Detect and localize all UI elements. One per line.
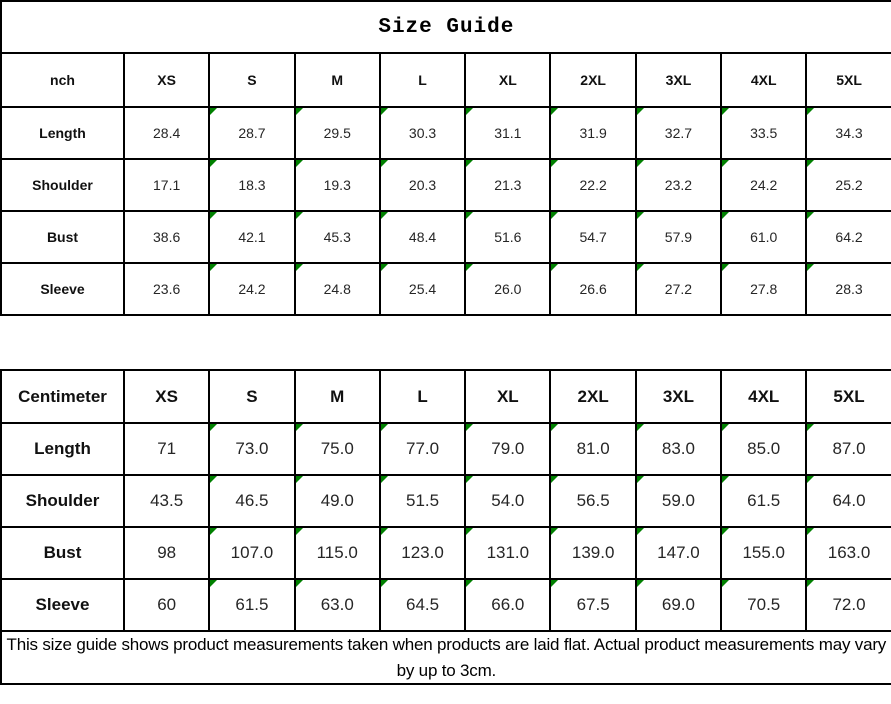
value-cell: 42.1 bbox=[209, 211, 294, 263]
size-header-cell-3xl: 3XL bbox=[636, 53, 721, 107]
size-header-cell-l: L bbox=[380, 370, 465, 423]
size-header-cell-xs: XS bbox=[124, 53, 209, 107]
value-cell: 66.0 bbox=[465, 579, 550, 631]
row-label: Length bbox=[1, 107, 124, 159]
value-cell: 21.3 bbox=[465, 159, 550, 211]
value-cell: 48.4 bbox=[380, 211, 465, 263]
value-cell: 23.2 bbox=[636, 159, 721, 211]
value-cell: 61.5 bbox=[209, 579, 294, 631]
value-cell: 59.0 bbox=[636, 475, 721, 527]
value-cell: 32.7 bbox=[636, 107, 721, 159]
measurement-row-shoulder bbox=[1, 159, 891, 211]
value-cell: 24.2 bbox=[209, 263, 294, 315]
value-cell: 31.1 bbox=[465, 107, 550, 159]
measurement-row-bust bbox=[1, 211, 891, 263]
measurement-row-length bbox=[1, 423, 891, 475]
value-cell: 51.5 bbox=[380, 475, 465, 527]
size-header-cell-s: S bbox=[209, 370, 294, 423]
size-guide-note: This size guide shows product measurements taken when products are laid flat. Actual product measurements may vary by up to 3cm. bbox=[1, 631, 891, 684]
value-cell: 17.1 bbox=[124, 159, 209, 211]
value-cell: 63.0 bbox=[295, 579, 380, 631]
row-label: Sleeve bbox=[1, 579, 124, 631]
value-cell: 43.5 bbox=[124, 475, 209, 527]
row-label: Bust bbox=[1, 211, 124, 263]
value-cell: 25.4 bbox=[380, 263, 465, 315]
row-label: Shoulder bbox=[1, 475, 124, 527]
value-cell: 56.5 bbox=[550, 475, 635, 527]
measurement-row-shoulder bbox=[1, 475, 891, 527]
row-label: Shoulder bbox=[1, 159, 124, 211]
value-cell: 28.7 bbox=[209, 107, 294, 159]
size-header-cell-3xl: 3XL bbox=[636, 370, 721, 423]
value-cell: 27.2 bbox=[636, 263, 721, 315]
value-cell: 69.0 bbox=[636, 579, 721, 631]
value-cell: 26.0 bbox=[465, 263, 550, 315]
measurement-row-sleeve bbox=[1, 263, 891, 315]
inch-size-table bbox=[0, 0, 891, 316]
value-cell: 107.0 bbox=[209, 527, 294, 579]
value-cell: 131.0 bbox=[465, 527, 550, 579]
value-cell: 155.0 bbox=[721, 527, 806, 579]
value-cell: 51.6 bbox=[465, 211, 550, 263]
size-header-cell-4xl: 4XL bbox=[721, 370, 806, 423]
value-cell: 45.3 bbox=[295, 211, 380, 263]
value-cell: 46.5 bbox=[209, 475, 294, 527]
value-cell: 123.0 bbox=[380, 527, 465, 579]
value-cell: 75.0 bbox=[295, 423, 380, 475]
value-cell: 49.0 bbox=[295, 475, 380, 527]
value-cell: 61.0 bbox=[721, 211, 806, 263]
value-cell: 67.5 bbox=[550, 579, 635, 631]
value-cell: 64.0 bbox=[806, 475, 891, 527]
size-header-cell-5xl: 5XL bbox=[806, 53, 891, 107]
measurement-row-sleeve bbox=[1, 579, 891, 631]
size-header-cell-xl: XL bbox=[465, 370, 550, 423]
size-header-cell-xs: XS bbox=[124, 370, 209, 423]
value-cell: 26.6 bbox=[550, 263, 635, 315]
size-header-cell-2xl: 2XL bbox=[550, 53, 635, 107]
value-cell: 87.0 bbox=[806, 423, 891, 475]
size-header-cell-2xl: 2XL bbox=[550, 370, 635, 423]
page-title: Size Guide bbox=[1, 1, 891, 53]
size-header-cell-s: S bbox=[209, 53, 294, 107]
value-cell: 30.3 bbox=[380, 107, 465, 159]
value-cell: 54.0 bbox=[465, 475, 550, 527]
value-cell: 85.0 bbox=[721, 423, 806, 475]
measurement-row-length bbox=[1, 107, 891, 159]
value-cell: 34.3 bbox=[806, 107, 891, 159]
value-cell: 25.2 bbox=[806, 159, 891, 211]
value-cell: 77.0 bbox=[380, 423, 465, 475]
size-header-cell-5xl: 5XL bbox=[806, 370, 891, 423]
value-cell: 98 bbox=[124, 527, 209, 579]
value-cell: 54.7 bbox=[550, 211, 635, 263]
value-cell: 18.3 bbox=[209, 159, 294, 211]
value-cell: 22.2 bbox=[550, 159, 635, 211]
value-cell: 33.5 bbox=[721, 107, 806, 159]
size-header-cell-xl: XL bbox=[465, 53, 550, 107]
row-label: Sleeve bbox=[1, 263, 124, 315]
footer-note-row bbox=[1, 631, 891, 684]
centimeter-size-table bbox=[0, 369, 891, 685]
value-cell: 24.8 bbox=[295, 263, 380, 315]
value-cell: 31.9 bbox=[550, 107, 635, 159]
value-cell: 71 bbox=[124, 423, 209, 475]
value-cell: 72.0 bbox=[806, 579, 891, 631]
value-cell: 73.0 bbox=[209, 423, 294, 475]
value-cell: 29.5 bbox=[295, 107, 380, 159]
value-cell: 81.0 bbox=[550, 423, 635, 475]
size-header-row bbox=[1, 53, 891, 107]
size-header-row bbox=[1, 370, 891, 423]
value-cell: 83.0 bbox=[636, 423, 721, 475]
unit-header-cell: Centimeter bbox=[1, 370, 124, 423]
title-row bbox=[1, 1, 891, 53]
table-spacer bbox=[0, 316, 891, 369]
value-cell: 23.6 bbox=[124, 263, 209, 315]
value-cell: 64.5 bbox=[380, 579, 465, 631]
value-cell: 27.8 bbox=[721, 263, 806, 315]
size-header-cell-m: M bbox=[295, 370, 380, 423]
value-cell: 28.4 bbox=[124, 107, 209, 159]
value-cell: 115.0 bbox=[295, 527, 380, 579]
size-header-cell-l: L bbox=[380, 53, 465, 107]
value-cell: 64.2 bbox=[806, 211, 891, 263]
value-cell: 147.0 bbox=[636, 527, 721, 579]
size-header-cell-m: M bbox=[295, 53, 380, 107]
value-cell: 163.0 bbox=[806, 527, 891, 579]
value-cell: 61.5 bbox=[721, 475, 806, 527]
value-cell: 24.2 bbox=[721, 159, 806, 211]
value-cell: 38.6 bbox=[124, 211, 209, 263]
unit-header-cell: nch bbox=[1, 53, 124, 107]
value-cell: 139.0 bbox=[550, 527, 635, 579]
value-cell: 28.3 bbox=[806, 263, 891, 315]
measurement-row-bust bbox=[1, 527, 891, 579]
value-cell: 60 bbox=[124, 579, 209, 631]
row-label: Bust bbox=[1, 527, 124, 579]
value-cell: 70.5 bbox=[721, 579, 806, 631]
row-label: Length bbox=[1, 423, 124, 475]
value-cell: 79.0 bbox=[465, 423, 550, 475]
size-header-cell-4xl: 4XL bbox=[721, 53, 806, 107]
value-cell: 20.3 bbox=[380, 159, 465, 211]
value-cell: 19.3 bbox=[295, 159, 380, 211]
value-cell: 57.9 bbox=[636, 211, 721, 263]
